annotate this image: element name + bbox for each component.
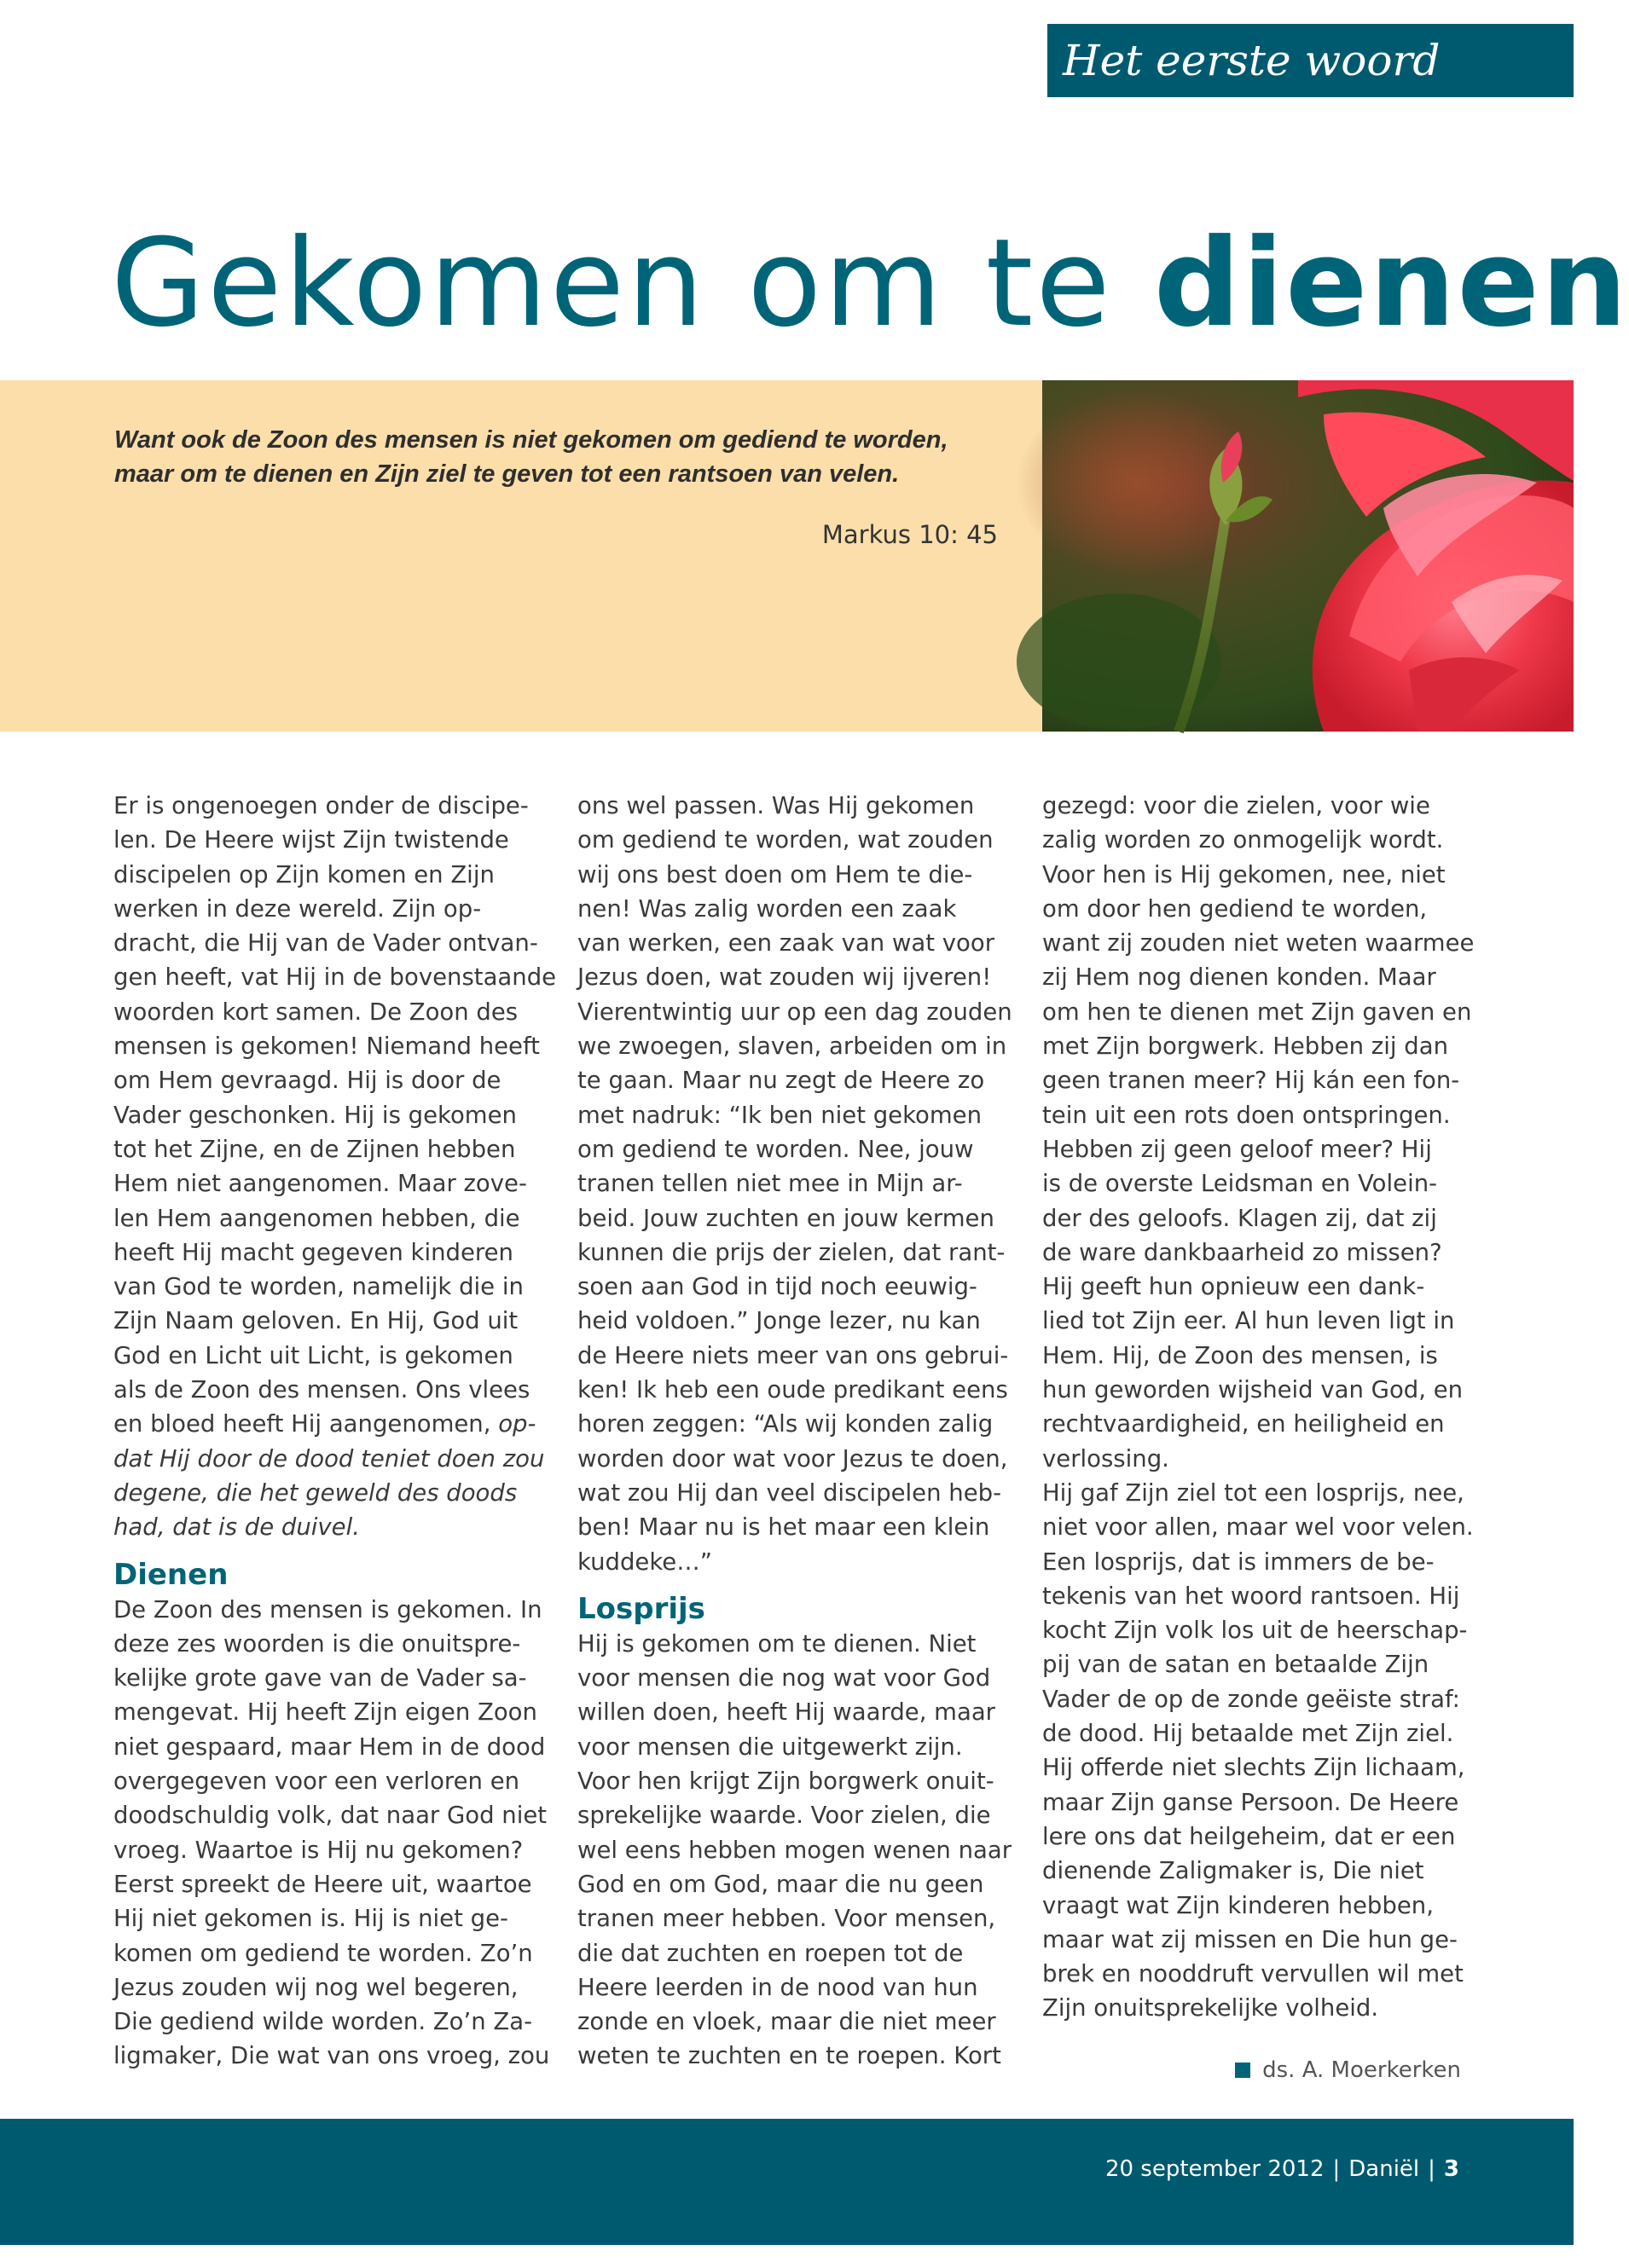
section-label: Het eerste woord <box>1063 36 1441 85</box>
text-line: soen aan God in tijd noch eeuwig- <box>577 1273 977 1301</box>
author-name: ds. A. Moerkerken <box>1262 2057 1461 2083</box>
text-line: rechtvaardigheid, en heiligheid en <box>1042 1410 1445 1438</box>
intro-paragraph <box>577 789 1021 1579</box>
body-paragraph <box>577 1627 1021 2074</box>
text-line: discipelen op Zijn komen en Zijn <box>113 860 495 888</box>
text-line: maar wat zij missen en Die hun ge- <box>1042 1925 1458 1953</box>
text-line: ben! Maar nu is het maar een klein <box>577 1513 990 1542</box>
subheading-dienen: Dienen <box>113 1557 229 1592</box>
text-line: kuddeke…” <box>577 1548 712 1576</box>
page-number: 3 <box>1443 2156 1459 2182</box>
text-line: Hij gaf Zijn ziel tot een losprijs, nee, <box>1042 1478 1464 1507</box>
text-line: wel eens hebben mogen wenen naar <box>577 1836 1012 1864</box>
text-line: niet gespaard, maar Hem in de dood <box>113 1733 546 1761</box>
text-line: Hebben zij geen geloof meer? Hij <box>1042 1135 1432 1163</box>
text-line: Vader de op de zonde geëiste straf: <box>1042 1685 1460 1713</box>
text-line: we zwoegen, slaven, arbeiden om in <box>577 1033 1007 1061</box>
text-line: om gediend te worden, wat zouden <box>577 826 994 854</box>
rose-illustration <box>1042 380 1574 732</box>
text-line: Eerst spreekt de Heere uit, waartoe <box>113 1870 532 1898</box>
text-line: kelijke grote gave van de Vader sa- <box>113 1664 527 1692</box>
text-line: de ware dankbaarheid zo missen? <box>1042 1238 1442 1266</box>
issue-date: 20 september 2012 <box>1104 2156 1325 2182</box>
text-line: horen zeggen: “Als wij konden zalig <box>577 1410 994 1438</box>
scripture-reference: Markus 10: 45 <box>821 520 998 549</box>
body-paragraph <box>1042 789 1486 2026</box>
article-column-2 <box>577 789 1021 2074</box>
text-line: wij ons best doen om Hem te die- <box>577 860 973 888</box>
text-line: verlossing. <box>1042 1444 1169 1472</box>
subheading-losprijs: Losprijs <box>577 1591 705 1626</box>
text-line: tein uit een rots doen ontspringen. <box>1042 1101 1451 1129</box>
text-line: Jezus doen, wat zouden wij ijveren! <box>577 963 992 992</box>
text-line: om gediend te worden. Nee, jouw <box>577 1135 974 1163</box>
text-line: met Zijn borgwerk. Hebben zij dan <box>1042 1033 1448 1061</box>
text-line: Er is ongenoegen onder de discipe- <box>113 792 529 819</box>
page-footer <box>0 2119 1574 2245</box>
article-column-1 <box>113 789 557 2074</box>
text-line: worden door wat voor Jezus te doen, <box>577 1444 1008 1472</box>
italic-line: had, dat is de duivel. <box>113 1513 360 1542</box>
text-line: mengevat. Hij heeft Zijn eigen Zoon <box>113 1698 537 1727</box>
italic-line: degene, die het geweld des doods <box>113 1478 518 1507</box>
text-line: gen heeft, vat Hij in de bovenstaande <box>113 963 557 992</box>
text-fragment: en bloed heeft Hij aangenomen, <box>113 1410 491 1438</box>
text-line: om hen te dienen met Zijn gaven en <box>1042 998 1472 1026</box>
text-line: lied tot Zijn eer. Al hun leven ligt in <box>1042 1307 1455 1335</box>
title-light: Gekomen om te <box>111 213 1113 354</box>
text-line: komen om gediend te worden. Zo’n <box>113 1939 533 1967</box>
section-tab <box>1047 24 1574 97</box>
text-line: tranen tellen niet mee in Mijn ar- <box>577 1170 963 1198</box>
text-line: beid. Jouw zuchten en jouw kermen <box>577 1204 994 1232</box>
footer-info <box>1105 2156 1459 2182</box>
scripture-quote <box>114 423 1018 491</box>
title-bold: dienen <box>1153 213 1629 354</box>
intro-paragraph <box>113 789 557 1545</box>
text-line: werken in deze wereld. Zijn op- <box>113 894 482 923</box>
text-line: om Hem gevraagd. Hij is door de <box>113 1067 501 1095</box>
page-title <box>111 213 1629 354</box>
text-line: Hij niet gekomen is. Hij is niet ge- <box>113 1905 508 1933</box>
text-line: met nadruk: “Ik ben niet gekomen <box>577 1101 982 1129</box>
text-line: Jezus zouden wij nog wel begeren, <box>113 1973 519 2001</box>
text-line: Voor hen is Hij gekomen, nee, niet <box>1042 860 1446 888</box>
text-line: Hij geeft hun opnieuw een dank- <box>1042 1273 1425 1301</box>
quote-band <box>0 380 1042 732</box>
text-line <box>113 1407 557 1441</box>
text-line: dracht, die Hij van de Vader ontvan- <box>113 929 538 958</box>
text-line: zalig worden zo onmogelijk wordt. <box>1042 826 1444 854</box>
magazine-name: Daniël <box>1348 2156 1420 2182</box>
text-line: om door hen gediend te worden, <box>1042 894 1428 923</box>
text-line: woorden kort samen. De Zoon des <box>113 998 519 1026</box>
text-line: ons wel passen. Was Hij gekomen <box>577 792 975 819</box>
text-line: tekenis van het woord rantsoen. Hij <box>1042 1582 1460 1610</box>
text-line: vraagt wat Zijn kinderen hebben, <box>1042 1891 1434 1919</box>
text-line: brek en nooddruft vervullen wil met <box>1042 1960 1464 1988</box>
text-line: Een losprijs, dat is immers de be- <box>1042 1548 1435 1576</box>
text-line: Heere leerden in de nood van hun <box>577 1973 978 2001</box>
text-line: pij van de satan en betaalde Zijn <box>1042 1651 1429 1679</box>
text-line: Hem. Hij, de Zoon des mensen, is <box>1042 1341 1438 1369</box>
footer-separator: | <box>1332 2156 1341 2182</box>
text-line: overgegeven voor een verloren en <box>113 1768 520 1796</box>
author-byline <box>1235 2057 1461 2083</box>
footer-separator: | <box>1428 2156 1435 2182</box>
text-line: als de Zoon des mensen. Ons vlees <box>113 1376 530 1404</box>
text-line: hun geworden wijsheid van God, en <box>1042 1376 1464 1404</box>
text-line: nen! Was zalig worden een zaak <box>577 894 957 923</box>
text-line: kunnen die prijs der zielen, dat rant- <box>577 1238 1006 1266</box>
text-line: van werken, een zaak van wat voor <box>577 929 994 958</box>
text-line: de Heere niets meer van ons gebrui- <box>577 1341 1009 1369</box>
text-line: te gaan. Maar nu zegt de Heere zo <box>577 1067 985 1095</box>
text-line: tranen meer hebben. Voor mensen, <box>577 1905 996 1933</box>
text-line: De Zoon des mensen is gekomen. In <box>113 1595 542 1623</box>
text-line: voor mensen die uitgewerkt zijn. <box>577 1733 963 1761</box>
article-column-3 <box>1042 789 1486 2026</box>
text-line: zonde en vloek, maar die niet meer <box>577 2008 996 2036</box>
text-line: de dood. Hij betaalde met Zijn ziel. <box>1042 1720 1454 1748</box>
italic-line: dat Hij door de dood teniet doen zou <box>113 1444 545 1472</box>
text-line: mensen is gekomen! Niemand heeft <box>113 1033 540 1061</box>
text-line: Voor hen krijgt Zijn borgwerk onuit- <box>577 1768 994 1796</box>
text-line: lere ons dat heilgeheim, dat er een <box>1042 1822 1456 1850</box>
text-line: is de overste Leidsman en Volein- <box>1042 1170 1438 1198</box>
text-line: weten te zuchten en te roepen. Kort <box>577 2042 1001 2070</box>
text-line: tot het Zijne, en de Zijnen hebben <box>113 1135 516 1163</box>
text-line: God en om God, maar die nu geen <box>577 1870 984 1898</box>
text-line: niet voor allen, maar wel voor velen. <box>1042 1513 1474 1542</box>
text-line: van God te worden, namelijk die in <box>113 1273 524 1301</box>
text-line: geen tranen meer? Hij kán een fon- <box>1042 1067 1460 1095</box>
rose-photo <box>1042 380 1574 732</box>
text-line: Vader geschonken. Hij is gekomen <box>113 1101 517 1129</box>
text-line: maar Zijn ganse Persoon. De Heere <box>1042 1788 1459 1816</box>
text-line: gezegd: voor die zielen, voor wie <box>1042 792 1430 819</box>
text-line: len Hem aangenomen hebben, die <box>113 1204 520 1232</box>
text-line: want zij zouden niet weten waarmee <box>1042 929 1475 958</box>
quote-line: Want ook de Zoon des mensen is niet gekomen om gediend te worden, <box>114 426 948 454</box>
text-line: len. De Heere wijst Zijn twistende <box>113 826 509 854</box>
text-line: heid voldoen.” Jonge lezer, nu kan <box>577 1307 981 1335</box>
text-line: ligmaker, Die wat van ons vroeg, zou <box>113 2042 550 2070</box>
body-paragraph <box>113 1593 557 2074</box>
text-line: Vierentwintig uur op een dag zouden <box>577 998 1012 1026</box>
text-line: Die gediend wilde worden. Zo’n Za- <box>113 2008 532 2036</box>
text-line: Hij is gekomen om te dienen. Niet <box>577 1629 977 1658</box>
text-line: Zijn onuitsprekelijke volheid. <box>1042 1994 1379 2022</box>
text-line: heeft Hij macht gegeven kinderen <box>113 1238 513 1266</box>
text-line: dienende Zaligmaker is, Die niet <box>1042 1857 1424 1885</box>
square-bullet-icon <box>1235 2063 1250 2078</box>
italic-fragment: op- <box>498 1410 536 1438</box>
text-line: der des geloofs. Klagen zij, dat zij <box>1042 1204 1437 1232</box>
text-line: Hij offerde niet slechts Zijn lichaam, <box>1042 1754 1465 1782</box>
text-line: zij Hem nog dienen konden. Maar <box>1042 963 1436 992</box>
text-line: deze zes woorden is die onuitspre- <box>113 1629 521 1658</box>
text-line: God en Licht uit Licht, is gekomen <box>113 1341 513 1369</box>
text-line: Hem niet aangenomen. Maar zove- <box>113 1170 527 1198</box>
text-line: kocht Zijn volk los uit de heerschap- <box>1042 1617 1468 1645</box>
quote-line: maar om te dienen en Zijn ziel te geven tot een rantsoen van velen. <box>114 460 900 488</box>
text-line: wat zou Hij dan veel discipelen heb- <box>577 1478 1001 1507</box>
text-line: voor mensen die nog wat voor God <box>577 1664 991 1692</box>
text-line: ken! Ik heb een oude predikant eens <box>577 1376 1008 1404</box>
text-line: sprekelijke waarde. Voor zielen, die <box>577 1802 991 1830</box>
text-line: doodschuldig volk, dat naar God niet <box>113 1802 548 1830</box>
text-line: Zijn Naam geloven. En Hij, God uit <box>113 1307 519 1335</box>
text-line: die dat zuchten en roepen tot de <box>577 1939 964 1967</box>
text-line: willen doen, heeft Hij waarde, maar <box>577 1698 995 1727</box>
text-line: vroeg. Waartoe is Hij nu gekomen? <box>113 1836 524 1864</box>
